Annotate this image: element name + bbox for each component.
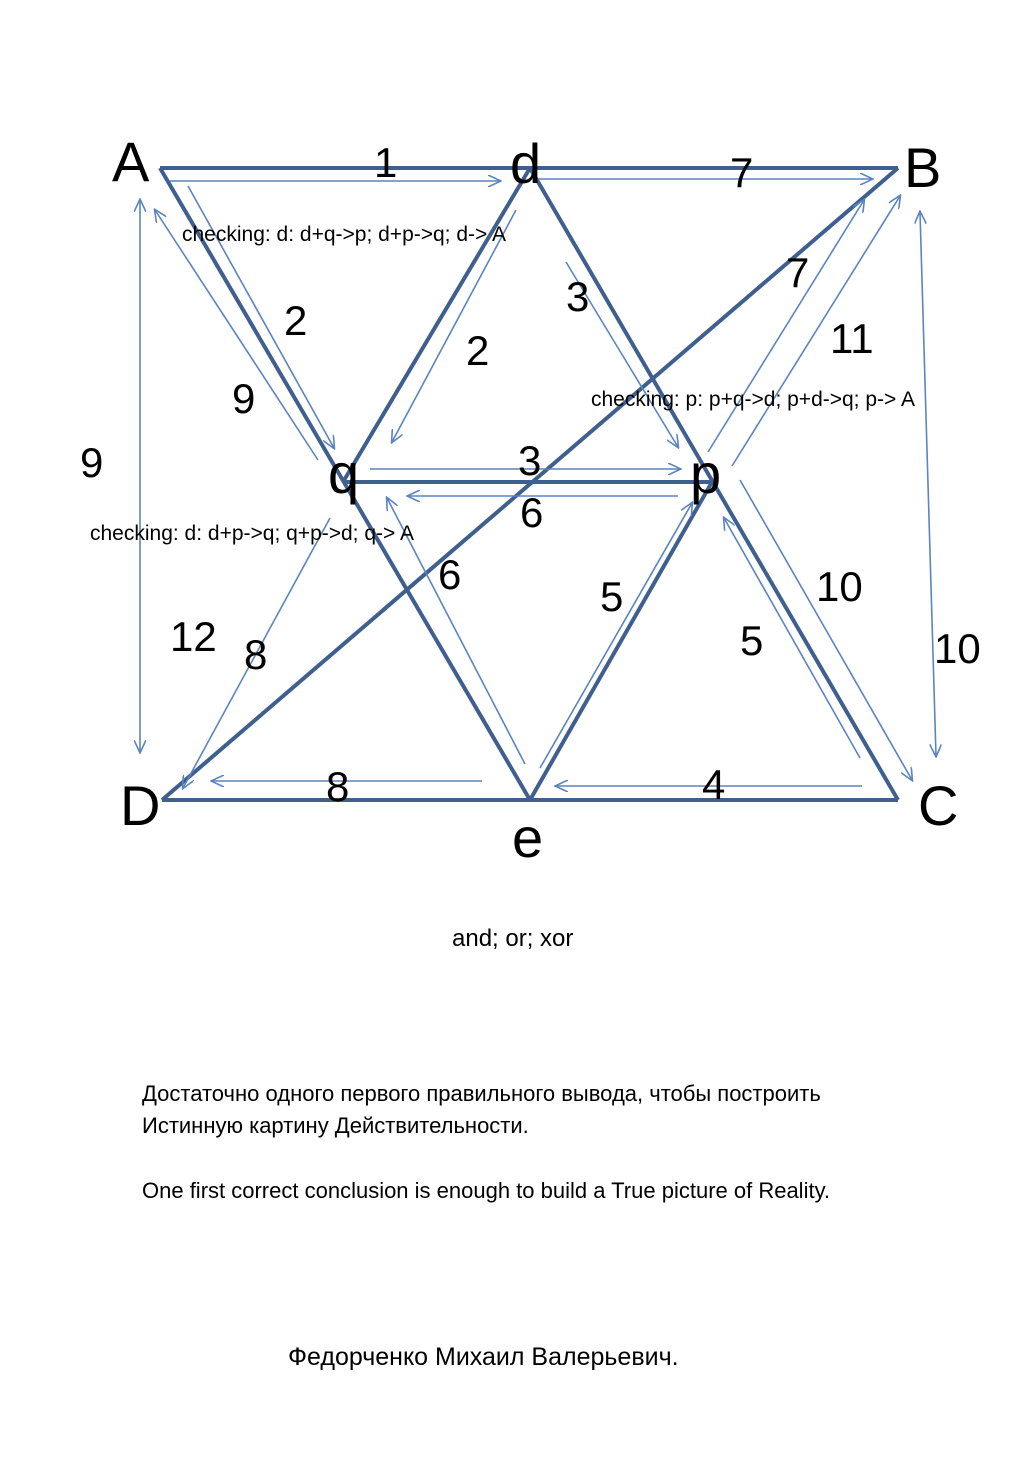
weight-e-D: 8	[326, 763, 350, 810]
edge-p-e	[530, 482, 712, 800]
node-C: C	[918, 774, 959, 837]
logic-gates-label: and; or; xor	[452, 925, 574, 952]
checking-note-d-left: checking: d: d+p->q; q+p->d; q-> A	[90, 522, 414, 545]
weight-e-p: 5	[600, 573, 624, 620]
node-p: p	[690, 442, 722, 505]
weight-A-q-outer: 9	[232, 375, 256, 422]
weight-p-C: 10	[816, 563, 863, 610]
node-q: q	[328, 442, 360, 505]
arrow-p-C	[740, 480, 912, 780]
conclusion-text-en: One first correct conclusion is enough to build a True picture of Reality.	[142, 1178, 831, 1203]
weight-d-B: 7	[730, 149, 754, 196]
node-e: e	[512, 806, 544, 869]
weight-p-B-upper: 7	[786, 249, 810, 296]
weight-q-D: 8	[244, 631, 268, 678]
arrow-B-C-down	[928, 484, 936, 756]
weight-A-D: 9	[80, 439, 104, 486]
weight-B-C: 10	[934, 625, 981, 672]
weight-d-p: 3	[566, 273, 590, 320]
checking-note-d-top: checking: d: d+q->p; d+p->q; d-> A	[182, 223, 506, 246]
weight-d-q: 2	[466, 327, 490, 374]
weight-e-q: 6	[438, 551, 462, 598]
node-D: D	[120, 774, 161, 837]
checking-note-p: checking: p: p+q->d; p+d->q; p-> A	[591, 388, 915, 411]
node-d: d	[510, 132, 542, 195]
conclusion-text-ru: Достаточно одного первого правильного вывода, чтобы построить Истинную картину Действительности.	[142, 1081, 821, 1138]
weight-p-q: 6	[520, 489, 544, 536]
author-name: Федорченко Михаил Валерьевич.	[288, 1343, 679, 1371]
weight-q-p: 3	[518, 437, 542, 484]
weight-A-d: 1	[374, 139, 398, 186]
weight-A-q-inner: 2	[284, 297, 308, 344]
node-B: B	[904, 136, 942, 199]
node-A: A	[112, 130, 150, 193]
arrow-B-C-up	[920, 212, 928, 484]
weight-D-A: 12	[170, 613, 217, 660]
weight-C-e: 4	[702, 761, 726, 808]
weight-p-B-lower: 11	[830, 315, 874, 362]
weight-C-p: 5	[740, 617, 764, 664]
arrow-e-p	[540, 503, 692, 768]
edge-d-q	[343, 168, 530, 482]
